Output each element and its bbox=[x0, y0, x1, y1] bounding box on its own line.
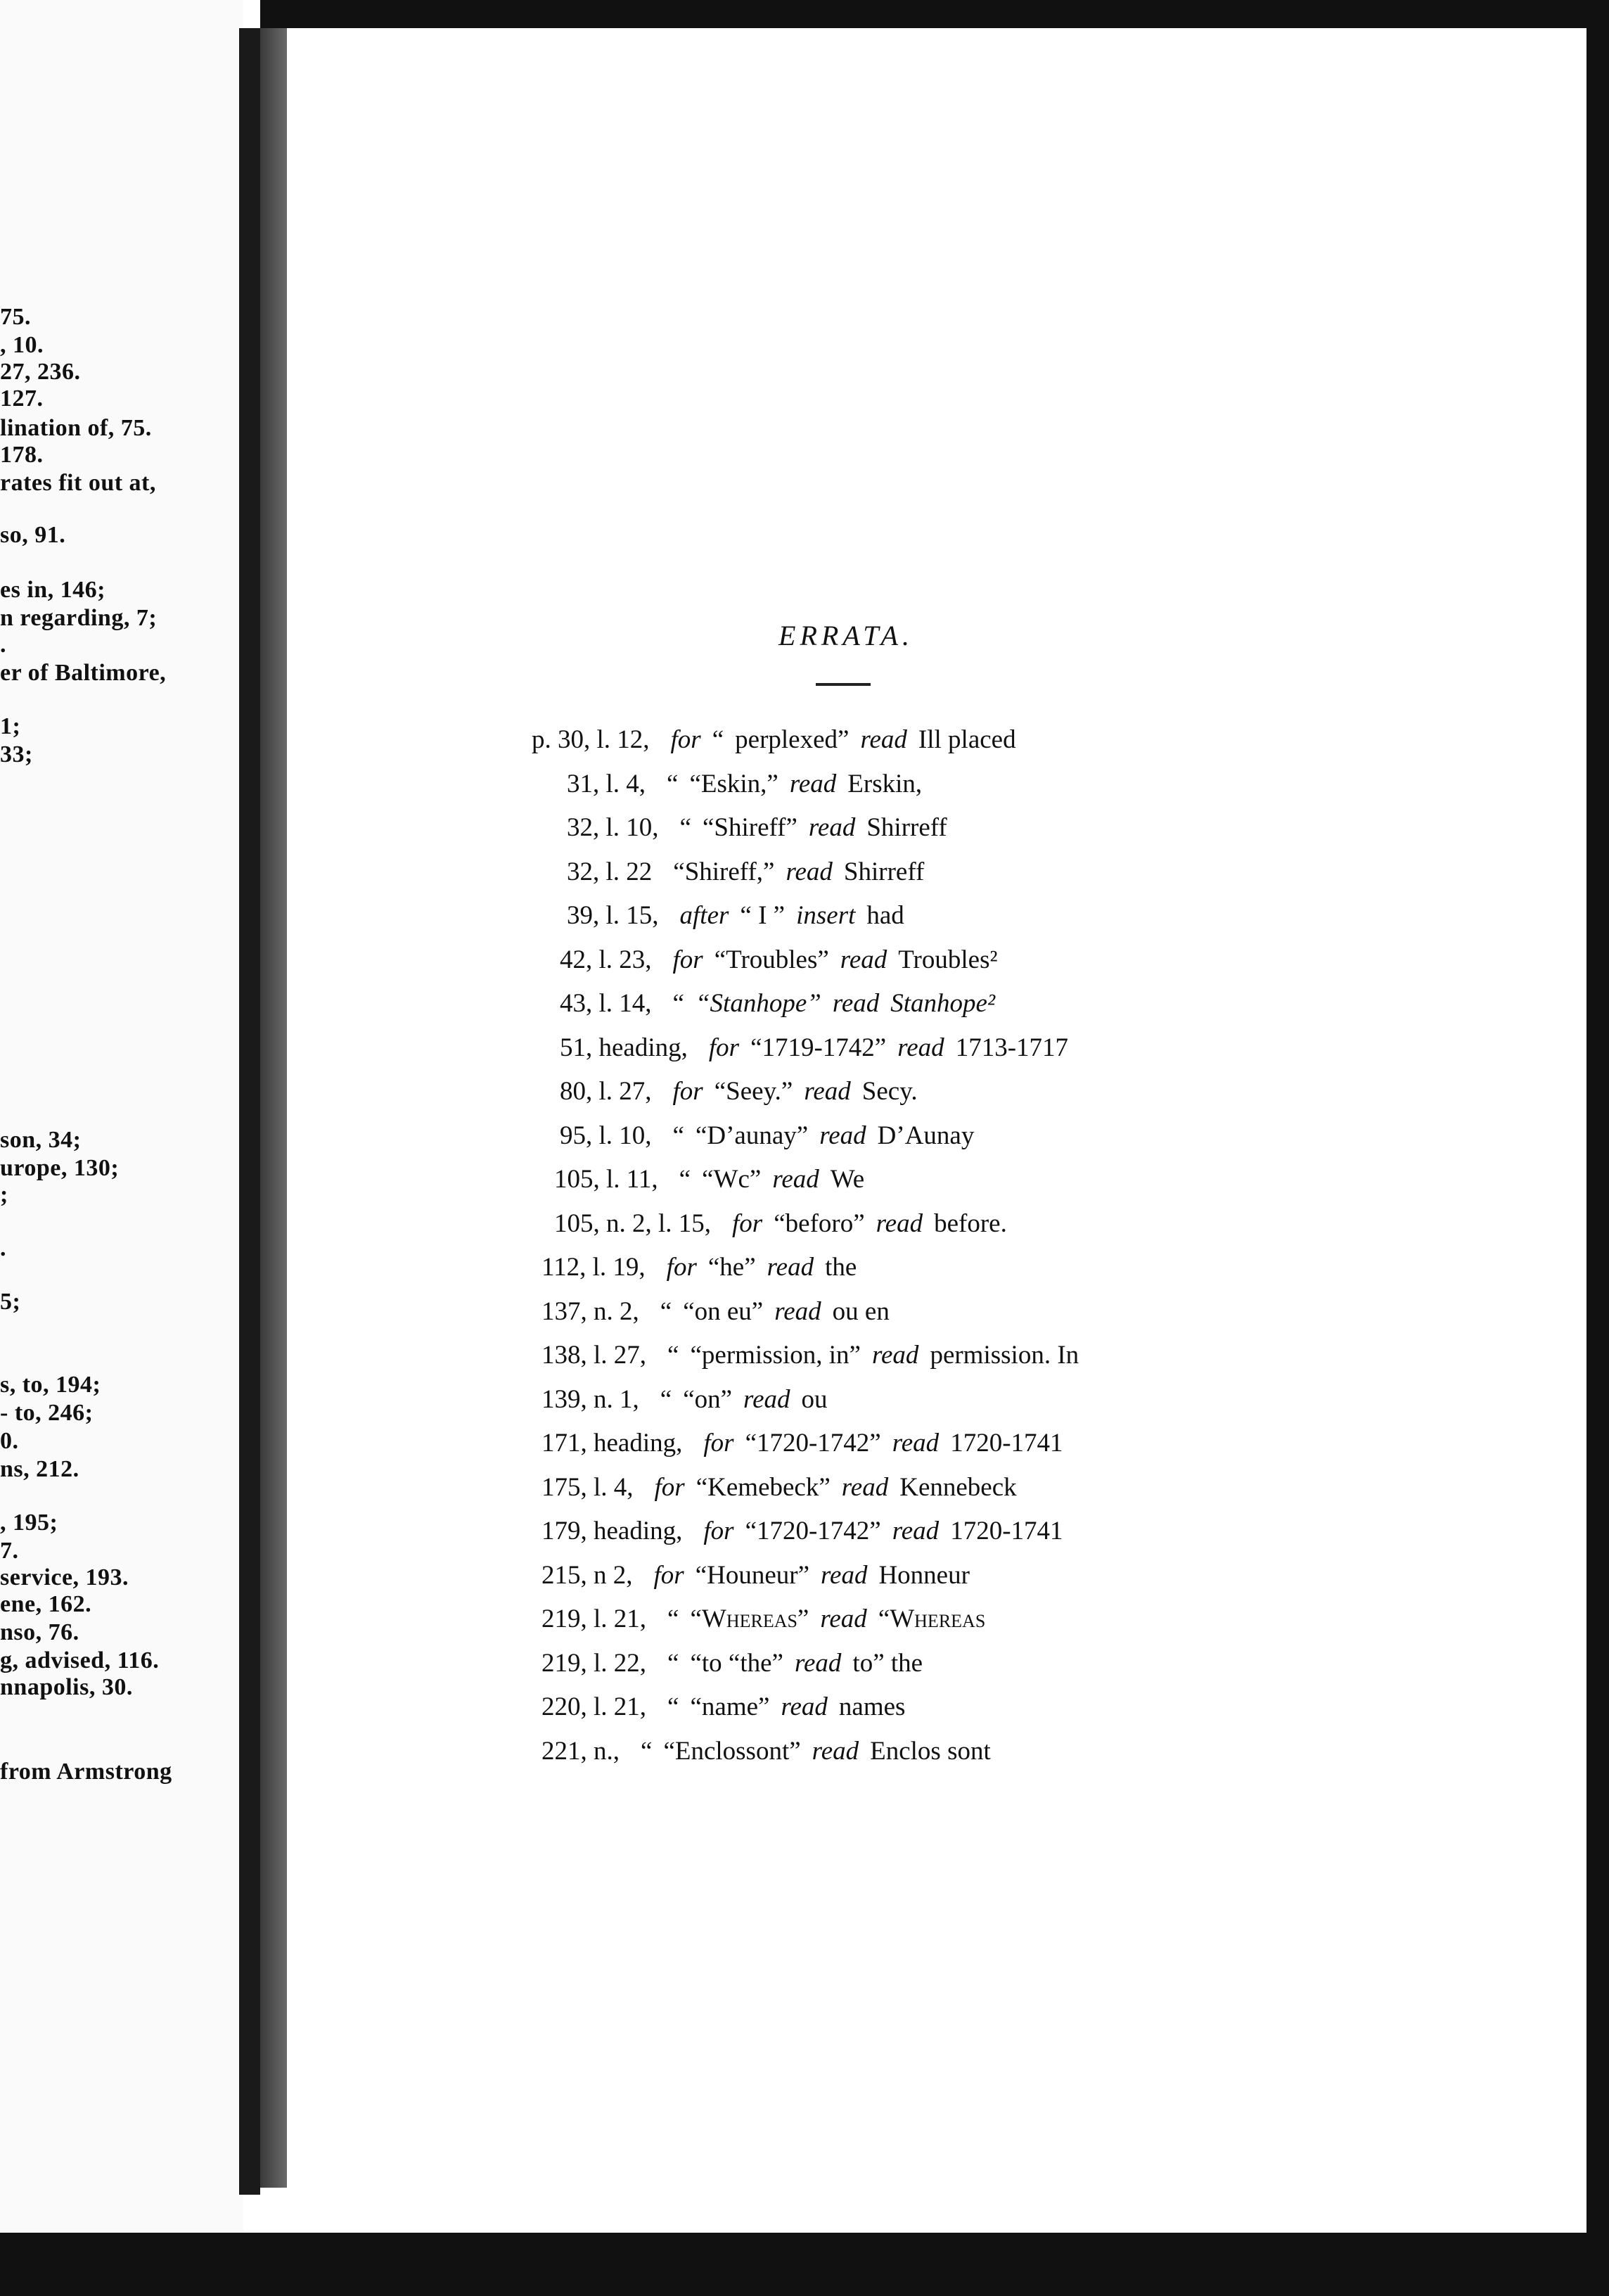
index-line: 27, 236. bbox=[0, 359, 81, 385]
errata-wrong-text: “to “the” bbox=[690, 1649, 783, 1678]
errata-correct-text: ou en bbox=[832, 1297, 890, 1326]
errata-instruction: for bbox=[666, 1253, 697, 1282]
errata-entry bbox=[541, 1516, 1075, 1546]
errata-location: 39, l. 15, bbox=[567, 901, 659, 930]
index-line: from Armstrong bbox=[0, 1759, 172, 1785]
errata-instruction: for bbox=[654, 1473, 685, 1502]
errata-entry bbox=[541, 1692, 916, 1722]
errata-wrong-text: “Wc” bbox=[702, 1165, 762, 1194]
index-line: 0. bbox=[0, 1428, 19, 1454]
index-line: urope, 130; bbox=[0, 1155, 120, 1181]
errata-read-label: read bbox=[789, 770, 837, 798]
errata-location: 221, n., bbox=[541, 1737, 620, 1766]
errata-correct-text: 1713-1717 bbox=[955, 1033, 1069, 1062]
errata-entry bbox=[560, 1121, 985, 1151]
binding-shadow bbox=[239, 28, 260, 2195]
index-line: 127. bbox=[0, 385, 44, 412]
errata-entry bbox=[541, 1648, 934, 1678]
errata-instruction: for bbox=[672, 945, 703, 974]
errata-location: 42, l. 23, bbox=[560, 945, 652, 974]
errata-entry bbox=[560, 988, 1006, 1019]
errata-read-label: read bbox=[841, 1473, 889, 1502]
errata-correct-text: Enclos sont bbox=[870, 1737, 991, 1766]
errata-correct-text: had bbox=[866, 901, 904, 930]
index-line: nnapolis, 30. bbox=[0, 1674, 133, 1700]
errata-location: 31, l. 4, bbox=[567, 770, 646, 798]
errata-entry bbox=[560, 1033, 1079, 1063]
errata-wrong-text: “he” bbox=[707, 1253, 756, 1282]
errata-read-label: read bbox=[812, 1737, 859, 1766]
ditto-mark: “ bbox=[660, 1297, 672, 1326]
index-line: service, 193. bbox=[0, 1564, 129, 1590]
ditto-mark: “ bbox=[667, 1341, 679, 1370]
errata-correct-text: before. bbox=[934, 1209, 1007, 1238]
errata-location: 137, n. 2, bbox=[541, 1297, 639, 1326]
errata-location: p. 30, l. 12, bbox=[532, 725, 650, 754]
index-line: 178. bbox=[0, 442, 44, 468]
errata-correct-text: Shirreff bbox=[843, 857, 925, 886]
errata-wrong-text: “1719-1742” bbox=[750, 1033, 887, 1062]
index-line: 7. bbox=[0, 1538, 19, 1564]
errata-entry bbox=[567, 857, 935, 887]
page-title: ERRATA. bbox=[778, 620, 914, 651]
index-line: , 10. bbox=[0, 332, 44, 358]
index-line: - to, 246; bbox=[0, 1400, 94, 1426]
errata-entry bbox=[560, 945, 1009, 975]
errata-read-label: read bbox=[821, 1561, 868, 1590]
errata-correct-text: Kennebeck bbox=[899, 1473, 1017, 1502]
errata-instruction: for bbox=[732, 1209, 763, 1238]
index-line: . bbox=[0, 632, 6, 658]
index-line: 5; bbox=[0, 1289, 21, 1315]
errata-wrong-text: “D’aunay” bbox=[695, 1121, 809, 1150]
errata-entry bbox=[567, 769, 933, 799]
errata-location: 171, heading, bbox=[541, 1429, 683, 1458]
errata-correct-text: Honneur bbox=[878, 1561, 970, 1590]
errata-location: 43, l. 14, bbox=[560, 989, 652, 1018]
index-line: 33; bbox=[0, 741, 33, 767]
errata-read-label: read bbox=[860, 725, 907, 754]
errata-location: 179, heading, bbox=[541, 1517, 683, 1545]
errata-instruction: for bbox=[672, 1077, 703, 1106]
index-line: g, advised, 116. bbox=[0, 1647, 160, 1673]
errata-read-label: read bbox=[786, 857, 833, 886]
errata-entry bbox=[541, 1340, 1090, 1370]
errata-wrong-text: “Eskin,” bbox=[689, 770, 778, 798]
errata-entry bbox=[541, 1428, 1075, 1458]
errata-wrong-text: perplexed” bbox=[735, 725, 850, 754]
errata-read-label: read bbox=[772, 1165, 819, 1194]
errata-entry bbox=[541, 1472, 1028, 1503]
ditto-mark: “ bbox=[679, 813, 691, 842]
errata-instruction: for bbox=[708, 1033, 740, 1062]
index-line: ene, 162. bbox=[0, 1591, 92, 1617]
errata-entry bbox=[541, 1604, 996, 1634]
ditto-mark: “ bbox=[672, 989, 684, 1018]
index-line: n regarding, 7; bbox=[0, 605, 158, 631]
errata-entry bbox=[554, 1164, 876, 1194]
errata-correct-text: 1720-1741 bbox=[950, 1429, 1063, 1458]
errata-entry bbox=[541, 1252, 868, 1282]
errata-entry bbox=[532, 725, 1027, 755]
ditto-mark: “ bbox=[672, 1121, 684, 1150]
errata-read-label: read bbox=[767, 1253, 814, 1282]
errata-wrong-text: “1720-1742” bbox=[745, 1517, 881, 1545]
errata-entry bbox=[541, 1560, 981, 1590]
errata-correct-text: Secy. bbox=[861, 1077, 918, 1106]
errata-location: 80, l. 27, bbox=[560, 1077, 652, 1106]
errata-correct-text: Stanhope² bbox=[890, 989, 996, 1018]
ditto-mark: “ bbox=[679, 1165, 691, 1194]
ditto-mark: “ bbox=[667, 770, 679, 798]
errata-wrong-text: “on” bbox=[683, 1385, 733, 1414]
errata-entry bbox=[560, 1076, 929, 1106]
errata-read-label: insert bbox=[796, 901, 856, 930]
scan-border-top bbox=[260, 0, 1609, 28]
errata-wrong-text: “name” bbox=[690, 1692, 770, 1721]
errata-read-label: read bbox=[892, 1517, 940, 1545]
facing-index-page bbox=[0, 0, 243, 2251]
errata-location: 219, l. 21, bbox=[541, 1605, 647, 1633]
index-line: nso, 76. bbox=[0, 1619, 79, 1645]
errata-wrong-text: “ I ” bbox=[740, 901, 786, 930]
errata-wrong-text: “Houneur” bbox=[695, 1561, 809, 1590]
errata-location: 105, l. 11, bbox=[554, 1165, 658, 1194]
errata-wrong-text: “beforo” bbox=[774, 1209, 865, 1238]
errata-entry bbox=[541, 1384, 839, 1415]
index-line: . bbox=[0, 1235, 6, 1261]
index-line: ; bbox=[0, 1182, 8, 1208]
errata-read-label: read bbox=[781, 1692, 828, 1721]
errata-location: 175, l. 4, bbox=[541, 1473, 634, 1502]
errata-correct-text: 1720-1741 bbox=[950, 1517, 1063, 1545]
errata-correct-text: Ill placed bbox=[918, 725, 1016, 754]
errata-location: 139, n. 1, bbox=[541, 1385, 639, 1414]
errata-correct-text: Erskin, bbox=[847, 770, 923, 798]
errata-wrong-text: “Kemebeck” bbox=[695, 1473, 831, 1502]
errata-wrong-text: “Troubles” bbox=[714, 945, 829, 974]
errata-entry bbox=[567, 812, 959, 843]
errata-correct-text: We bbox=[830, 1165, 865, 1194]
errata-read-label: read bbox=[743, 1385, 790, 1414]
binding-gutter bbox=[260, 0, 287, 2188]
index-line: 1; bbox=[0, 713, 21, 739]
errata-correct-text: to” the bbox=[852, 1649, 923, 1678]
errata-wrong-text: “Enclossont” bbox=[663, 1737, 801, 1766]
errata-read-label: read bbox=[876, 1209, 923, 1238]
index-line: s, to, 194; bbox=[0, 1372, 101, 1398]
errata-instruction: for bbox=[670, 725, 701, 754]
errata-entry bbox=[541, 1736, 1002, 1766]
index-line: ns, 212. bbox=[0, 1456, 79, 1482]
errata-location: 215, n 2, bbox=[541, 1561, 633, 1590]
errata-location: 32, l. 22 bbox=[567, 857, 653, 886]
errata-wrong-text: “permission, in” bbox=[690, 1341, 861, 1370]
errata-correct-text: permission. In bbox=[930, 1341, 1079, 1370]
errata-instruction: for bbox=[653, 1561, 684, 1590]
index-line: , 195; bbox=[0, 1510, 58, 1536]
errata-location: 138, l. 27, bbox=[541, 1341, 647, 1370]
errata-entry bbox=[541, 1296, 901, 1327]
errata-wrong-text: “Whereas” bbox=[690, 1605, 809, 1633]
errata-location: 51, heading, bbox=[560, 1033, 688, 1062]
index-line: lination of, 75. bbox=[0, 415, 152, 441]
errata-entry bbox=[554, 1208, 1018, 1239]
errata-wrong-text: “Shireff,” bbox=[673, 857, 775, 886]
errata-location: 105, n. 2, l. 15, bbox=[554, 1209, 712, 1238]
errata-location: 219, l. 22, bbox=[541, 1649, 647, 1678]
scan-border-bottom bbox=[0, 2233, 1609, 2296]
errata-correct-text: “Whereas bbox=[878, 1605, 986, 1633]
index-line: son, 34; bbox=[0, 1127, 82, 1153]
scan-border-right bbox=[1586, 0, 1609, 2296]
errata-wrong-text: “1720-1742” bbox=[745, 1429, 881, 1458]
errata-correct-text: the bbox=[825, 1253, 857, 1282]
errata-location: 112, l. 19, bbox=[541, 1253, 646, 1282]
index-line: es in, 146; bbox=[0, 577, 105, 603]
errata-wrong-text: “on eu” bbox=[683, 1297, 764, 1326]
errata-read-label: read bbox=[794, 1649, 842, 1678]
errata-correct-text: names bbox=[838, 1692, 906, 1721]
errata-correct-text: D’Aunay bbox=[877, 1121, 975, 1150]
ditto-mark: “ bbox=[660, 1385, 672, 1414]
index-line: rates fit out at, bbox=[0, 470, 156, 496]
errata-wrong-text: “Stanhope” bbox=[695, 989, 821, 1018]
ditto-mark: “ bbox=[641, 1737, 653, 1766]
errata-read-label: read bbox=[774, 1297, 821, 1326]
errata-correct-text: ou bbox=[801, 1385, 828, 1414]
errata-read-label: read bbox=[808, 813, 856, 842]
index-line: er of Baltimore, bbox=[0, 660, 167, 686]
errata-instruction: for bbox=[703, 1517, 734, 1545]
ditto-mark: “ bbox=[667, 1692, 679, 1721]
errata-location: 220, l. 21, bbox=[541, 1692, 647, 1721]
errata-location: 32, l. 10, bbox=[567, 813, 659, 842]
errata-read-label: read bbox=[892, 1429, 940, 1458]
ditto-mark: “ bbox=[667, 1649, 679, 1678]
errata-wrong-text: “Seey.” bbox=[714, 1077, 793, 1106]
index-line: so, 91. bbox=[0, 522, 66, 548]
errata-read-label: read bbox=[820, 1605, 867, 1633]
errata-read-label: read bbox=[819, 1121, 866, 1150]
errata-read-label: read bbox=[804, 1077, 851, 1106]
errata-read-label: read bbox=[897, 1033, 944, 1062]
ditto-mark: “ bbox=[667, 1605, 679, 1633]
errata-instruction: after bbox=[679, 901, 729, 930]
errata-correct-text: Troubles² bbox=[898, 945, 998, 974]
index-line: 75. bbox=[0, 304, 31, 330]
errata-wrong-text: “Shireff” bbox=[702, 813, 797, 842]
errata-entry bbox=[567, 900, 916, 931]
errata-correct-text: Shirreff bbox=[866, 813, 947, 842]
errata-instruction: for bbox=[703, 1429, 734, 1458]
errata-read-label: read bbox=[840, 945, 887, 974]
errata-read-label: read bbox=[871, 1341, 919, 1370]
errata-read-label: read bbox=[832, 989, 880, 1018]
title-rule bbox=[816, 683, 871, 686]
ditto-mark: “ bbox=[712, 725, 724, 754]
errata-location: 95, l. 10, bbox=[560, 1121, 652, 1150]
